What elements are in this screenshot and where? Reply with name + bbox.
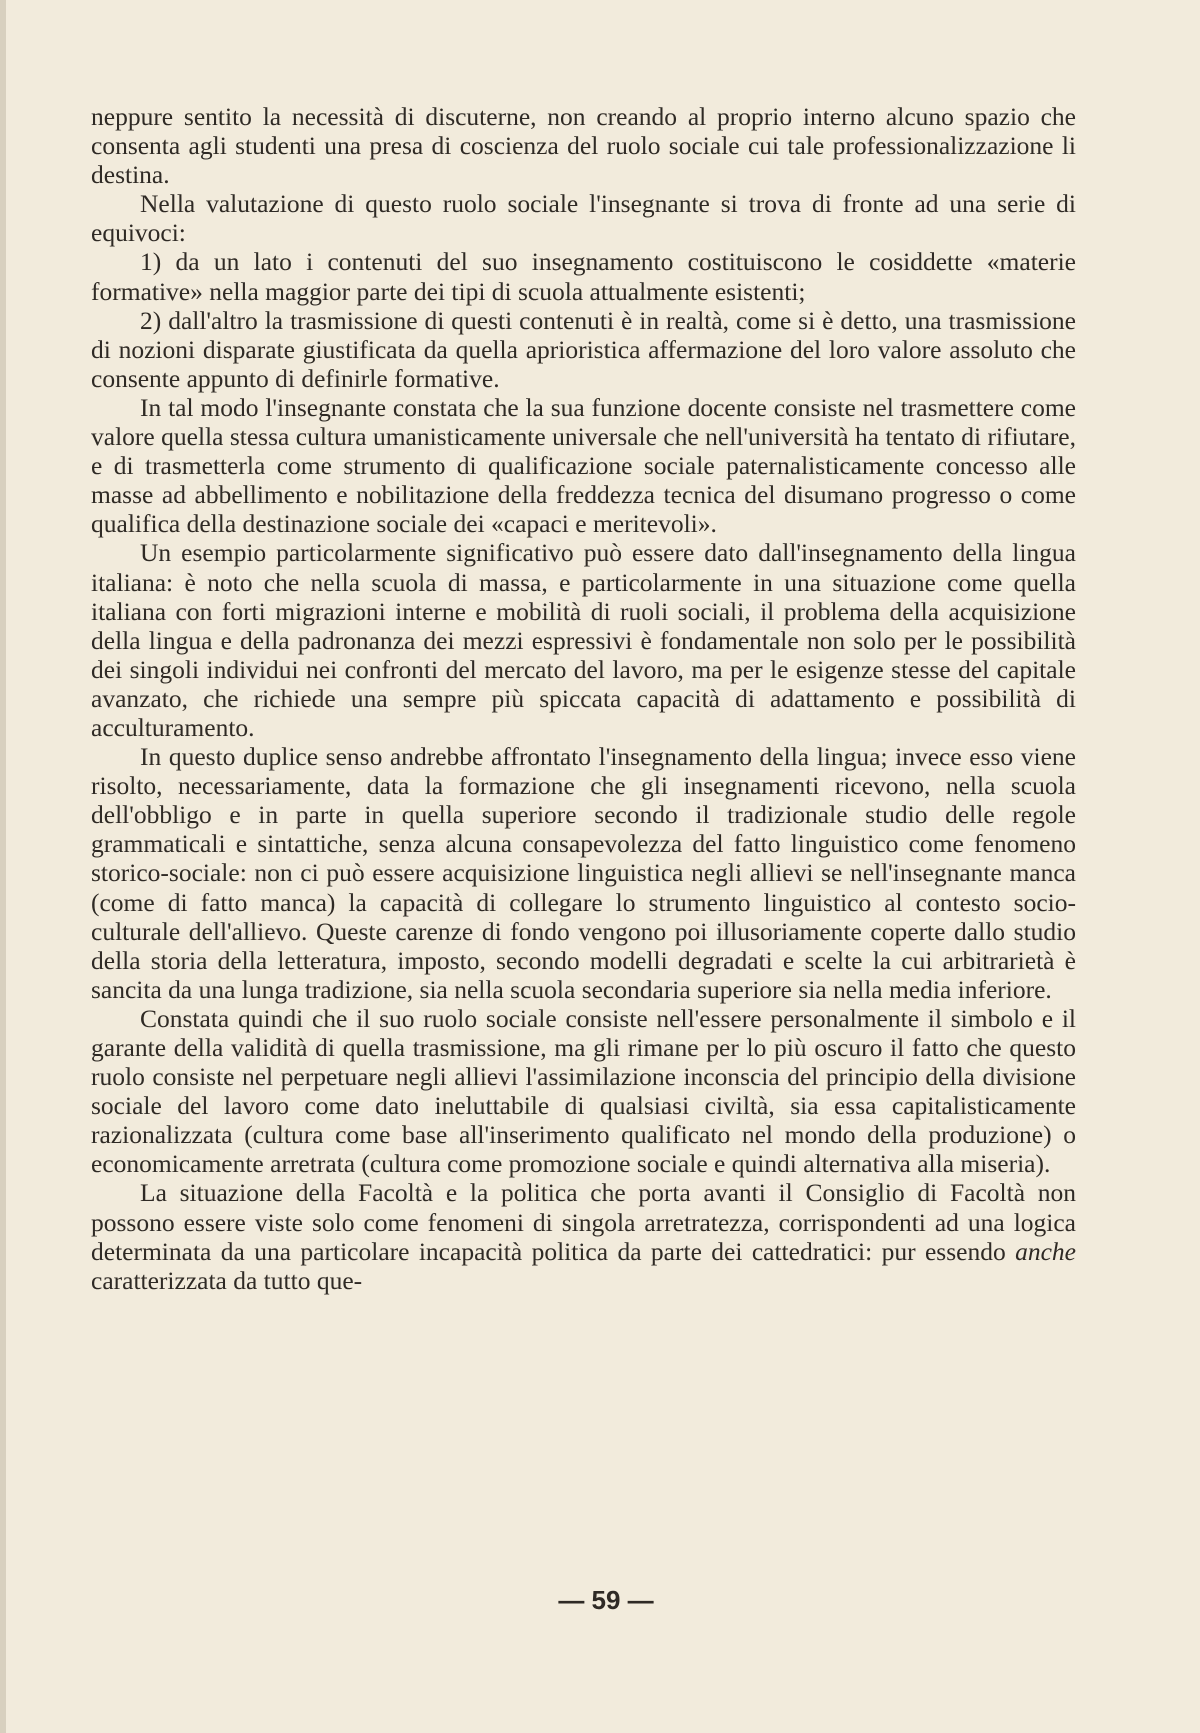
emphasized-word: anche — [1015, 1236, 1076, 1266]
paragraph-text: La situazione della Facoltà e la politica che porta avanti il Consiglio di Facoltà non possono essere viste solo come fenomeni di singola arretratezza, corrispondenti ad una logica determinata da una particolare incapacità politica da parte dei cattedratici: pur essendo — [91, 1178, 1076, 1266]
paragraph: Constata quindi che il suo ruolo sociale consiste nell'essere personalmente il simbolo e il garante della validità di quella trasmissione, ma gli rimane per lo più oscuro il fatto che questo ruolo consiste nel perpetuare negli allievi l'assimilazione inconscia del principio della divisione sociale del lavoro come dato ineluttabile di qualsiasi civiltà, sia essa capitalisticamente razionalizzata (cultura come base all'inserimento qualificato nel mondo della produzione) o economicamente arretrata (cultura come promozione sociale e quindi alternativa alla miseria). — [91, 1003, 1076, 1179]
paragraph — [91, 1178, 1076, 1294]
body-text — [91, 102, 1076, 1295]
page-number: — 59 — — [558, 1585, 654, 1615]
paragraph-text: caratterizzata da tutto que- — [91, 1265, 363, 1295]
list-item: 1) da un lato i contenuti del suo insegnamento costituiscono le cosiddette «materie formative» nella maggior parte dei tipi di scuola attualmente esistenti; — [91, 247, 1076, 306]
list-item: 2) dall'altro la trasmissione di questi contenuti è in realtà, come si è detto, una trasmissione di nozioni disparate giustificata da quella aprioristica affermazione del loro valore assoluto che consente appunto di definirle formative. — [91, 305, 1076, 393]
paragraph: In questo duplice senso andrebbe affrontato l'insegnamento della lingua; invece esso viene risolto, necessariamente, data la formazione che gli insegnamenti ricevono, nella scuola dell'obbligo e in parte in quella superiore secondo il tradizionale studio delle regole grammaticali e sintattiche, senza alcuna consapevolezza del fatto linguistico come fenomeno storico-sociale: non ci può essere acquisizione linguistica negli allievi se nell'insegnante manca (come di fatto manca) la capacità di collegare lo strumento linguistico al contesto socio-culturale dell'allievo. Queste carenze di fondo vengono poi illusoriamente coperte dallo studio della storia della letteratura, imposto, secondo modelli degradati e scelte la cui arbitrarietà è sancita da una lunga tradizione, sia nella scuola secondaria superiore sia nella media inferiore. — [91, 742, 1076, 1004]
paragraph: neppure sentito la necessità di discuterne, non creando al proprio interno alcuno spazio che consenta agli studenti una presa di coscienza del ruolo sociale cui tale professionalizzazione li destina. — [91, 102, 1076, 190]
paragraph: Un esempio particolarmente significativo può essere dato dall'insegnamento della lingua italiana: è noto che nella scuola di massa, e particolarmente in una situazione come quella italiana con forti migrazioni interne e mobilità di ruoli sociali, il problema della acquisizione della lingua e della padronanza dei mezzi espressivi è fondamentale non solo per le possibilità dei singoli individui nei confronti del mercato del lavoro, ma per le esigenze stesse del capitale avanzato, che richiede una sempre più spiccata capacità di adattamento e possibilità di acculturamento. — [91, 538, 1076, 742]
paragraph: In tal modo l'insegnante constata che la sua funzione docente consiste nel trasmettere come valore quella stessa cultura umanisticamente universale che nell'università ha tentato di rifiutare, e di trasmetterla come strumento di qualificazione sociale paternalisticamente concesso alle masse ad abbellimento e nobilitazione della freddezza tecnica del disumano progresso o come qualifica della destinazione sociale dei «capaci e meritevoli». — [91, 392, 1076, 539]
paragraph: Nella valutazione di questo ruolo sociale l'insegnante si trova di fronte ad una serie di equivoci: — [91, 189, 1076, 248]
